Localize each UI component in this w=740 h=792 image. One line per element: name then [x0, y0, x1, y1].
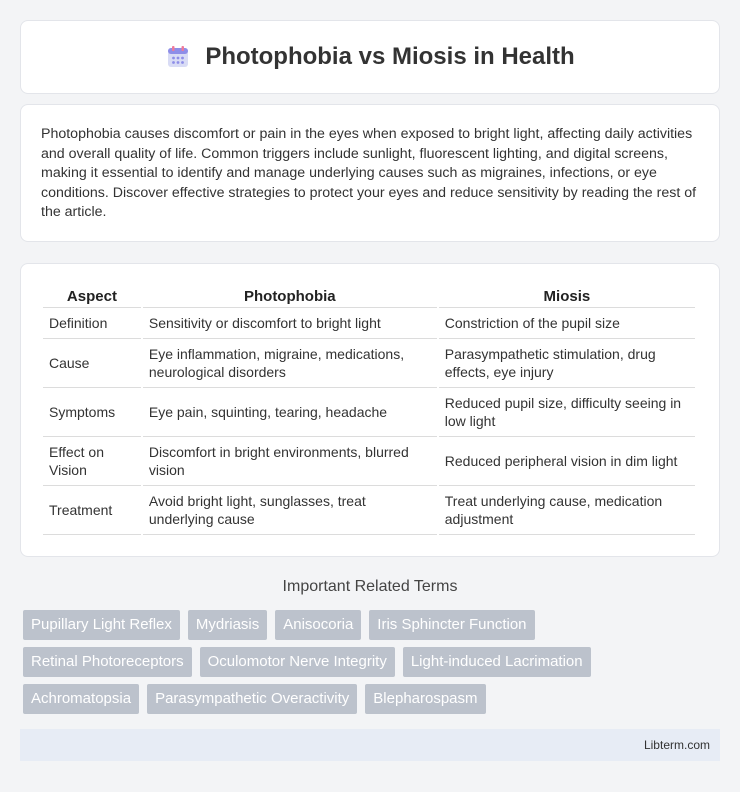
table-cell: Symptoms	[43, 388, 141, 437]
intro-card	[20, 104, 720, 242]
table-cell: Cause	[43, 339, 141, 388]
tag-pupillary-light-reflex[interactable]: Pupillary Light Reflex	[23, 610, 180, 640]
table-cell: Treat underlying cause, medication adjustment	[439, 486, 695, 535]
table-cell: Avoid bright light, sunglasses, treat underlying cause	[143, 486, 437, 535]
table-row	[43, 388, 695, 437]
column-header-aspect: Aspect	[43, 284, 141, 308]
comparison-table	[41, 284, 697, 535]
tag-row	[23, 647, 723, 677]
table-cell: Treatment	[43, 486, 141, 535]
table-row	[43, 486, 695, 535]
related-terms-list	[23, 610, 723, 721]
tag-blepharospasm[interactable]: Blepharospasm	[365, 684, 485, 714]
table-cell: Effect on Vision	[43, 437, 141, 486]
tag-light-induced-lacrimation[interactable]: Light-induced Lacrimation	[403, 647, 591, 677]
table-cell: Reduced pupil size, difficulty seeing in low light	[439, 388, 695, 437]
page-title: Photophobia vs Miosis in Health	[205, 43, 575, 70]
table-cell: Sensitivity or discomfort to bright light	[143, 308, 437, 339]
footer-brand[interactable]: Libterm.com	[643, 738, 710, 752]
table-row	[43, 308, 695, 339]
table-cell: Parasympathetic stimulation, drug effects, eye injury	[439, 339, 695, 388]
related-terms-title: Important Related Terms	[282, 578, 458, 595]
tag-achromatopsia[interactable]: Achromatopsia	[23, 684, 139, 714]
header-card	[20, 20, 720, 94]
table-cell: Constriction of the pupil size	[439, 308, 695, 339]
tag-retinal-photoreceptors[interactable]: Retinal Photoreceptors	[23, 647, 192, 677]
table-cell: Eye pain, squinting, tearing, headache	[143, 388, 437, 437]
column-header-miosis: Miosis	[439, 284, 695, 308]
tag-row	[23, 684, 723, 714]
tag-mydriasis[interactable]: Mydriasis	[188, 610, 267, 640]
table-row	[43, 437, 695, 486]
tag-parasympathetic-overactivity[interactable]: Parasympathetic Overactivity	[147, 684, 357, 714]
footer	[20, 729, 720, 761]
table-cell: Reduced peripheral vision in dim light	[439, 437, 695, 486]
table-cell: Definition	[43, 308, 141, 339]
calendar-icon	[165, 44, 191, 70]
column-header-photophobia: Photophobia	[143, 284, 437, 308]
intro-text: Photophobia causes discomfort or pain in the eyes when exposed to bright light, affecting daily activities and overall quality of life. Common triggers include sunlight, fluorescent lighting, and digital screens, making it essential to identify and manage underlying causes such as migraines, infections, or eye conditions. Discover effective strategies to protect your eyes and reduce sensitivity by reading the rest of the article.	[41, 126, 697, 220]
table-cell: Eye inflammation, migraine, medications, neurological disorders	[143, 339, 437, 388]
table-row	[43, 339, 695, 388]
table-cell: Discomfort in bright environments, blurred vision	[143, 437, 437, 486]
tag-oculomotor-nerve-integrity[interactable]: Oculomotor Nerve Integrity	[200, 647, 395, 677]
tag-row	[23, 610, 723, 640]
tag-iris-sphincter-function[interactable]: Iris Sphincter Function	[369, 610, 534, 640]
tag-anisocoria[interactable]: Anisocoria	[275, 610, 361, 640]
comparison-table-card	[20, 263, 720, 557]
table-header-row	[43, 284, 695, 308]
